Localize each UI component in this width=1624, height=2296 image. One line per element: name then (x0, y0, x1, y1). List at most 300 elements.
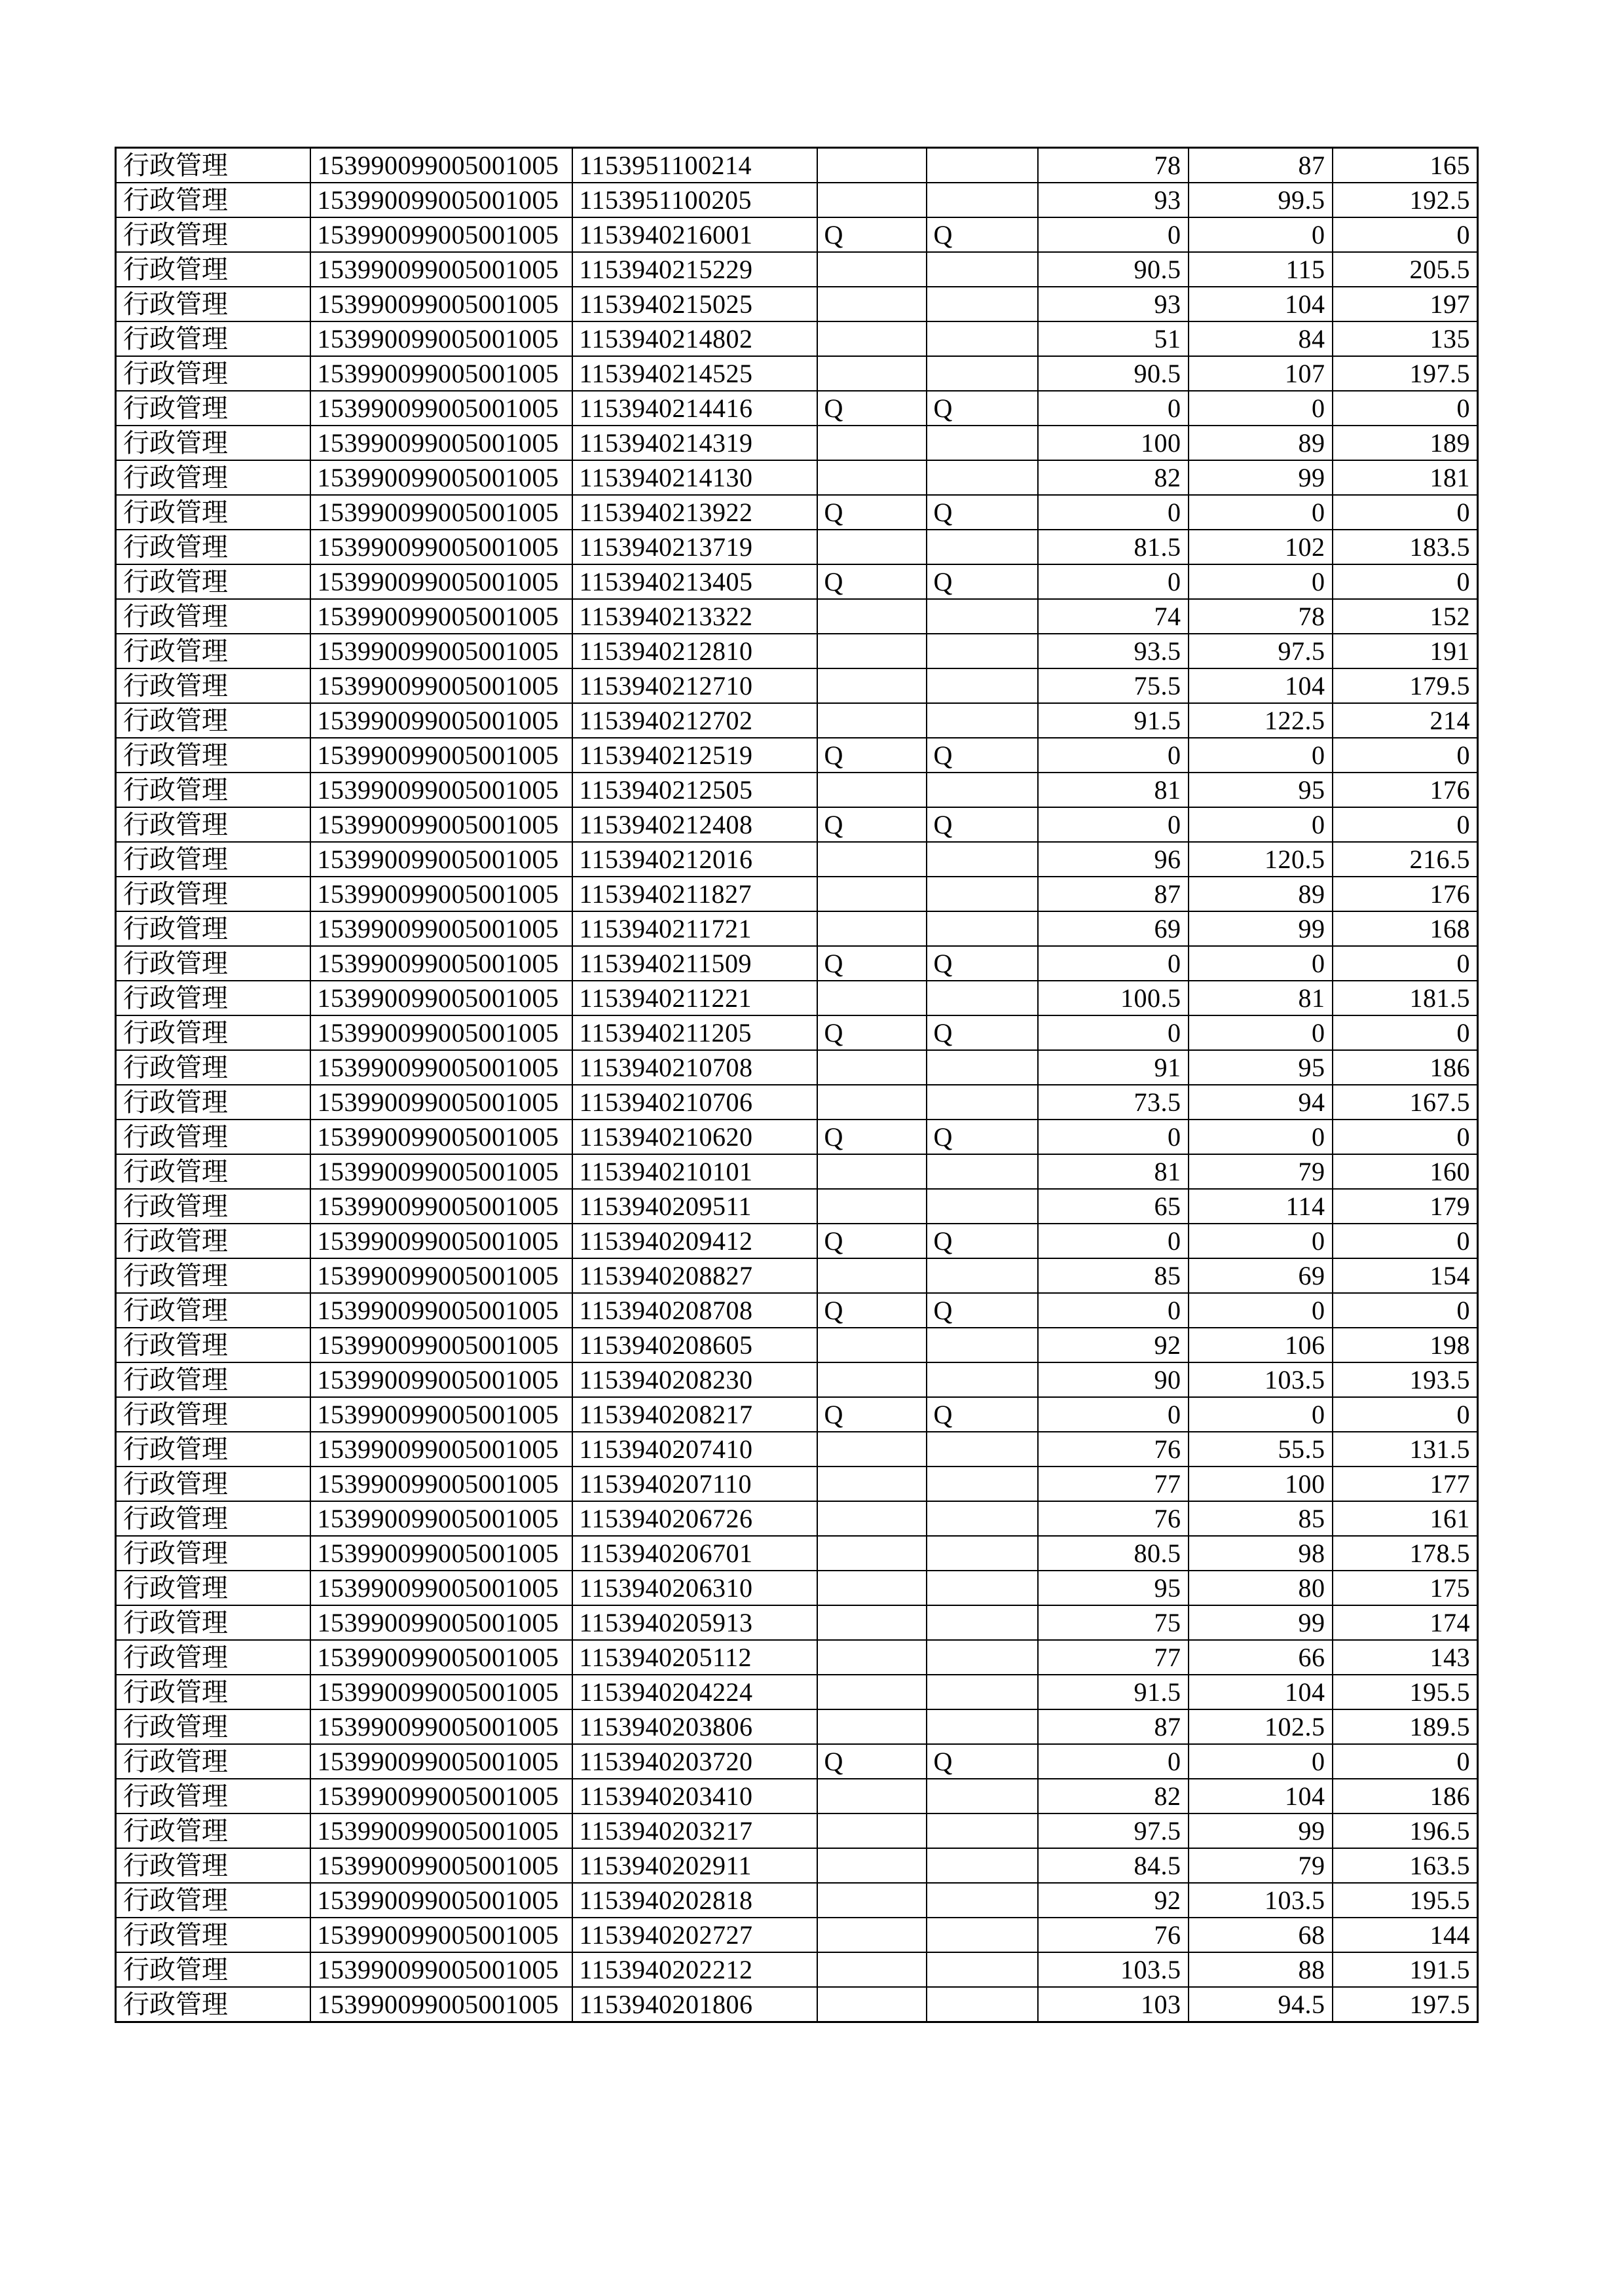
table-row (116, 1362, 1478, 1397)
cell-student-id: 1153940208217 (572, 1397, 817, 1432)
cell-student-id: 1153940214416 (572, 391, 817, 426)
cell-student-id: 1153940212016 (572, 842, 817, 877)
cell-student-id: 1153940203410 (572, 1779, 817, 1813)
cell-score-one: 74 (1038, 599, 1189, 634)
cell-flag-one (817, 148, 927, 183)
cell-total: 154 (1333, 1258, 1478, 1293)
cell-total: 179.5 (1333, 668, 1478, 703)
cell-class-code: 153990099005001005 (310, 1744, 572, 1779)
cell-class-code: 153990099005001005 (310, 703, 572, 738)
cell-score-two: 102.5 (1189, 1709, 1333, 1744)
table-row (116, 1015, 1478, 1050)
cell-score-one: 87 (1038, 877, 1189, 911)
cell-flag-one (817, 1987, 927, 2022)
cell-flag-two (927, 356, 1038, 391)
cell-flag-one: Q (817, 564, 927, 599)
cell-total: 163.5 (1333, 1848, 1478, 1883)
cell-flag-one (817, 1848, 927, 1883)
cell-class-code: 153990099005001005 (310, 1293, 572, 1328)
cell-score-one: 77 (1038, 1467, 1189, 1501)
cell-score-two: 0 (1189, 495, 1333, 530)
cell-major: 行政管理 (116, 148, 310, 183)
cell-flag-two (927, 1883, 1038, 1918)
cell-class-code: 153990099005001005 (310, 1571, 572, 1605)
cell-major: 行政管理 (116, 1501, 310, 1536)
cell-score-two: 0 (1189, 564, 1333, 599)
cell-score-one: 100 (1038, 426, 1189, 460)
cell-total: 160 (1333, 1154, 1478, 1189)
cell-score-one: 76 (1038, 1432, 1189, 1467)
table-row (116, 1571, 1478, 1605)
cell-total: 0 (1333, 495, 1478, 530)
table-row (116, 495, 1478, 530)
cell-flag-one (817, 1501, 927, 1536)
cell-score-two: 99 (1189, 1813, 1333, 1848)
cell-major: 行政管理 (116, 183, 310, 217)
cell-total: 144 (1333, 1918, 1478, 1952)
cell-flag-one (817, 1918, 927, 1952)
cell-major: 行政管理 (116, 1848, 310, 1883)
cell-score-one: 65 (1038, 1189, 1189, 1224)
cell-class-code: 153990099005001005 (310, 530, 572, 564)
cell-flag-two (927, 460, 1038, 495)
cell-student-id: 1153940210706 (572, 1085, 817, 1120)
table-row (116, 703, 1478, 738)
cell-class-code: 153990099005001005 (310, 1883, 572, 1918)
cell-score-two: 0 (1189, 807, 1333, 842)
cell-class-code: 153990099005001005 (310, 946, 572, 981)
cell-flag-one (817, 703, 927, 738)
cell-class-code: 153990099005001005 (310, 911, 572, 946)
table-row (116, 1120, 1478, 1154)
table-row (116, 1501, 1478, 1536)
cell-score-one: 76 (1038, 1918, 1189, 1952)
cell-major: 行政管理 (116, 634, 310, 668)
cell-score-one: 81.5 (1038, 530, 1189, 564)
cell-score-one: 97.5 (1038, 1813, 1189, 1848)
cell-class-code: 153990099005001005 (310, 1432, 572, 1467)
cell-major: 行政管理 (116, 252, 310, 287)
cell-total: 192.5 (1333, 183, 1478, 217)
cell-flag-two (927, 1467, 1038, 1501)
cell-class-code: 153990099005001005 (310, 495, 572, 530)
cell-flag-two (927, 1501, 1038, 1536)
table-row (116, 1536, 1478, 1571)
cell-class-code: 153990099005001005 (310, 564, 572, 599)
cell-flag-two (927, 1709, 1038, 1744)
table-row (116, 946, 1478, 981)
cell-total: 197 (1333, 287, 1478, 321)
cell-class-code: 153990099005001005 (310, 1154, 572, 1189)
cell-flag-two (927, 1050, 1038, 1085)
table-row (116, 217, 1478, 252)
cell-flag-two: Q (927, 946, 1038, 981)
cell-student-id: 1153940211721 (572, 911, 817, 946)
cell-class-code: 153990099005001005 (310, 807, 572, 842)
cell-student-id: 1153940212702 (572, 703, 817, 738)
table-row (116, 1640, 1478, 1675)
cell-major: 行政管理 (116, 877, 310, 911)
table-row (116, 564, 1478, 599)
cell-total: 198 (1333, 1328, 1478, 1362)
cell-class-code: 153990099005001005 (310, 1189, 572, 1224)
cell-total: 168 (1333, 911, 1478, 946)
cell-major: 行政管理 (116, 1952, 310, 1987)
table-row (116, 1883, 1478, 1918)
cell-major: 行政管理 (116, 564, 310, 599)
cell-score-one: 82 (1038, 1779, 1189, 1813)
cell-total: 167.5 (1333, 1085, 1478, 1120)
cell-score-two: 99.5 (1189, 183, 1333, 217)
cell-score-one: 91 (1038, 1050, 1189, 1085)
cell-major: 行政管理 (116, 1467, 310, 1501)
cell-major: 行政管理 (116, 1050, 310, 1085)
cell-major: 行政管理 (116, 530, 310, 564)
cell-score-one: 0 (1038, 1293, 1189, 1328)
cell-student-id: 1153940211509 (572, 946, 817, 981)
table-row (116, 1328, 1478, 1362)
cell-score-two: 87 (1189, 148, 1333, 183)
cell-score-one: 103 (1038, 1987, 1189, 2022)
cell-score-two: 103.5 (1189, 1362, 1333, 1397)
cell-score-two: 89 (1189, 877, 1333, 911)
cell-class-code: 153990099005001005 (310, 1015, 572, 1050)
cell-flag-two (927, 911, 1038, 946)
cell-total: 186 (1333, 1779, 1478, 1813)
cell-student-id: 1153940212505 (572, 773, 817, 807)
cell-flag-one (817, 1709, 927, 1744)
cell-total: 216.5 (1333, 842, 1478, 877)
cell-class-code: 153990099005001005 (310, 1120, 572, 1154)
grade-table-body (116, 148, 1478, 2022)
cell-score-one: 95 (1038, 1571, 1189, 1605)
cell-major: 行政管理 (116, 1605, 310, 1640)
cell-total: 205.5 (1333, 252, 1478, 287)
cell-total: 131.5 (1333, 1432, 1478, 1467)
cell-flag-one (817, 877, 927, 911)
cell-flag-one (817, 530, 927, 564)
cell-class-code: 153990099005001005 (310, 1050, 572, 1085)
cell-total: 181 (1333, 460, 1478, 495)
table-row (116, 321, 1478, 356)
cell-flag-two: Q (927, 1224, 1038, 1258)
cell-total: 195.5 (1333, 1675, 1478, 1709)
cell-flag-one (817, 1432, 927, 1467)
cell-total: 183.5 (1333, 530, 1478, 564)
cell-flag-two (927, 530, 1038, 564)
cell-flag-two (927, 1571, 1038, 1605)
cell-flag-two (927, 1328, 1038, 1362)
cell-student-id: 1153940212519 (572, 738, 817, 773)
cell-student-id: 1153940202911 (572, 1848, 817, 1883)
cell-score-one: 96 (1038, 842, 1189, 877)
table-row (116, 460, 1478, 495)
cell-score-one: 87 (1038, 1709, 1189, 1744)
cell-student-id: 1153940202818 (572, 1883, 817, 1918)
cell-flag-two (927, 1605, 1038, 1640)
cell-class-code: 153990099005001005 (310, 1640, 572, 1675)
cell-major: 行政管理 (116, 1328, 310, 1362)
cell-class-code: 153990099005001005 (310, 1675, 572, 1709)
cell-student-id: 1153951100205 (572, 183, 817, 217)
cell-flag-two (927, 1918, 1038, 1952)
cell-student-id: 1153940203806 (572, 1709, 817, 1744)
cell-flag-one (817, 1085, 927, 1120)
cell-flag-one (817, 1571, 927, 1605)
cell-major: 行政管理 (116, 1571, 310, 1605)
cell-major: 行政管理 (116, 1189, 310, 1224)
cell-score-one: 0 (1038, 1224, 1189, 1258)
cell-total: 214 (1333, 703, 1478, 738)
cell-class-code: 153990099005001005 (310, 599, 572, 634)
table-row (116, 1467, 1478, 1501)
cell-score-one: 0 (1038, 738, 1189, 773)
cell-major: 行政管理 (116, 460, 310, 495)
cell-score-two: 0 (1189, 738, 1333, 773)
table-row (116, 738, 1478, 773)
table-row (116, 1605, 1478, 1640)
cell-score-one: 0 (1038, 946, 1189, 981)
cell-score-two: 0 (1189, 1293, 1333, 1328)
cell-major: 行政管理 (116, 1293, 310, 1328)
cell-score-one: 0 (1038, 391, 1189, 426)
table-row (116, 1744, 1478, 1779)
cell-score-one: 76 (1038, 1501, 1189, 1536)
table-row (116, 148, 1478, 183)
cell-flag-two (927, 1362, 1038, 1397)
cell-score-two: 79 (1189, 1848, 1333, 1883)
cell-student-id: 1153940213719 (572, 530, 817, 564)
cell-score-one: 73.5 (1038, 1085, 1189, 1120)
cell-class-code: 153990099005001005 (310, 1779, 572, 1813)
cell-score-two: 0 (1189, 1120, 1333, 1154)
cell-total: 181.5 (1333, 981, 1478, 1015)
table-row (116, 1952, 1478, 1987)
cell-score-one: 91.5 (1038, 703, 1189, 738)
cell-student-id: 1153940208827 (572, 1258, 817, 1293)
table-row (116, 1432, 1478, 1467)
cell-score-two: 104 (1189, 287, 1333, 321)
cell-flag-one: Q (817, 495, 927, 530)
cell-major: 行政管理 (116, 356, 310, 391)
cell-class-code: 153990099005001005 (310, 1813, 572, 1848)
cell-flag-two (927, 773, 1038, 807)
cell-flag-two (927, 183, 1038, 217)
cell-score-one: 93 (1038, 183, 1189, 217)
cell-score-two: 99 (1189, 460, 1333, 495)
cell-score-one: 85 (1038, 1258, 1189, 1293)
cell-major: 行政管理 (116, 1154, 310, 1189)
cell-flag-two: Q (927, 391, 1038, 426)
cell-student-id: 1153940212810 (572, 634, 817, 668)
cell-flag-one (817, 426, 927, 460)
cell-score-one: 0 (1038, 495, 1189, 530)
cell-student-id: 1153940204224 (572, 1675, 817, 1709)
cell-major: 行政管理 (116, 1536, 310, 1571)
table-row (116, 1848, 1478, 1883)
cell-flag-one (817, 1813, 927, 1848)
cell-student-id: 1153940208230 (572, 1362, 817, 1397)
cell-flag-two (927, 877, 1038, 911)
cell-flag-one (817, 1258, 927, 1293)
cell-class-code: 153990099005001005 (310, 981, 572, 1015)
cell-score-one: 0 (1038, 1744, 1189, 1779)
cell-flag-one: Q (817, 217, 927, 252)
cell-class-code: 153990099005001005 (310, 1362, 572, 1397)
cell-flag-two (927, 1258, 1038, 1293)
cell-student-id: 1153940202727 (572, 1918, 817, 1952)
cell-flag-one (817, 1536, 927, 1571)
cell-score-two: 99 (1189, 1605, 1333, 1640)
cell-flag-one (817, 1362, 927, 1397)
cell-score-two: 107 (1189, 356, 1333, 391)
cell-score-one: 100.5 (1038, 981, 1189, 1015)
cell-flag-one: Q (817, 1744, 927, 1779)
cell-score-one: 81 (1038, 773, 1189, 807)
cell-major: 行政管理 (116, 1397, 310, 1432)
cell-class-code: 153990099005001005 (310, 1328, 572, 1362)
cell-flag-two (927, 842, 1038, 877)
cell-student-id: 1153951100214 (572, 148, 817, 183)
cell-total: 176 (1333, 773, 1478, 807)
cell-student-id: 1153940212408 (572, 807, 817, 842)
table-row (116, 1397, 1478, 1432)
cell-class-code: 153990099005001005 (310, 148, 572, 183)
table-row (116, 807, 1478, 842)
grade-table-container (115, 147, 1477, 2023)
cell-class-code: 153990099005001005 (310, 321, 572, 356)
table-row (116, 1258, 1478, 1293)
cell-score-one: 0 (1038, 1120, 1189, 1154)
cell-score-two: 78 (1189, 599, 1333, 634)
cell-flag-two (927, 321, 1038, 356)
cell-class-code: 153990099005001005 (310, 356, 572, 391)
cell-flag-two (927, 1432, 1038, 1467)
cell-total: 195.5 (1333, 1883, 1478, 1918)
cell-class-code: 153990099005001005 (310, 1085, 572, 1120)
cell-class-code: 153990099005001005 (310, 1224, 572, 1258)
cell-total: 189 (1333, 426, 1478, 460)
table-row (116, 1779, 1478, 1813)
table-row (116, 356, 1478, 391)
cell-student-id: 1153940209511 (572, 1189, 817, 1224)
cell-flag-two: Q (927, 738, 1038, 773)
cell-student-id: 1153940201806 (572, 1987, 817, 2022)
cell-flag-one: Q (817, 1015, 927, 1050)
cell-flag-one: Q (817, 807, 927, 842)
cell-flag-one (817, 1883, 927, 1918)
cell-major: 行政管理 (116, 1224, 310, 1258)
cell-score-two: 120.5 (1189, 842, 1333, 877)
cell-major: 行政管理 (116, 1432, 310, 1467)
cell-flag-one (817, 1675, 927, 1709)
cell-student-id: 1153940208708 (572, 1293, 817, 1328)
cell-flag-one (817, 321, 927, 356)
cell-score-two: 68 (1189, 1918, 1333, 1952)
cell-flag-one (817, 287, 927, 321)
cell-flag-two (927, 1779, 1038, 1813)
cell-student-id: 1153940207410 (572, 1432, 817, 1467)
cell-major: 行政管理 (116, 1744, 310, 1779)
cell-major: 行政管理 (116, 1258, 310, 1293)
cell-score-two: 99 (1189, 911, 1333, 946)
table-row (116, 911, 1478, 946)
cell-flag-two: Q (927, 1397, 1038, 1432)
table-row (116, 634, 1478, 668)
cell-score-one: 93.5 (1038, 634, 1189, 668)
cell-score-two: 100 (1189, 1467, 1333, 1501)
cell-score-two: 84 (1189, 321, 1333, 356)
cell-class-code: 153990099005001005 (310, 1918, 572, 1952)
cell-flag-two: Q (927, 1120, 1038, 1154)
cell-student-id: 1153940214319 (572, 426, 817, 460)
cell-student-id: 1153940206701 (572, 1536, 817, 1571)
cell-score-one: 78 (1038, 148, 1189, 183)
cell-major: 行政管理 (116, 1813, 310, 1848)
cell-total: 191 (1333, 634, 1478, 668)
cell-score-two: 94 (1189, 1085, 1333, 1120)
cell-score-one: 93 (1038, 287, 1189, 321)
cell-total: 165 (1333, 148, 1478, 183)
cell-score-one: 0 (1038, 1397, 1189, 1432)
cell-score-two: 95 (1189, 773, 1333, 807)
cell-student-id: 1153940205913 (572, 1605, 817, 1640)
cell-score-two: 104 (1189, 1675, 1333, 1709)
cell-student-id: 1153940206726 (572, 1501, 817, 1536)
cell-major: 行政管理 (116, 321, 310, 356)
cell-major: 行政管理 (116, 1709, 310, 1744)
cell-total: 143 (1333, 1640, 1478, 1675)
cell-class-code: 153990099005001005 (310, 1467, 572, 1501)
cell-class-code: 153990099005001005 (310, 1848, 572, 1883)
grade-table (115, 147, 1479, 2023)
cell-flag-two: Q (927, 495, 1038, 530)
cell-score-two: 0 (1189, 217, 1333, 252)
cell-score-two: 103.5 (1189, 1883, 1333, 1918)
cell-score-two: 106 (1189, 1328, 1333, 1362)
cell-total: 0 (1333, 738, 1478, 773)
cell-major: 行政管理 (116, 807, 310, 842)
cell-major: 行政管理 (116, 1120, 310, 1154)
cell-major: 行政管理 (116, 668, 310, 703)
cell-total: 0 (1333, 1293, 1478, 1328)
cell-score-two: 0 (1189, 1224, 1333, 1258)
cell-score-two: 97.5 (1189, 634, 1333, 668)
cell-score-two: 69 (1189, 1258, 1333, 1293)
cell-score-one: 0 (1038, 564, 1189, 599)
cell-flag-one (817, 981, 927, 1015)
cell-major: 行政管理 (116, 599, 310, 634)
cell-flag-two (927, 668, 1038, 703)
cell-total: 0 (1333, 1120, 1478, 1154)
cell-score-one: 84.5 (1038, 1848, 1189, 1883)
table-row (116, 252, 1478, 287)
cell-total: 0 (1333, 1744, 1478, 1779)
cell-student-id: 1153940213922 (572, 495, 817, 530)
cell-major: 行政管理 (116, 287, 310, 321)
cell-flag-one: Q (817, 1120, 927, 1154)
cell-major: 行政管理 (116, 1918, 310, 1952)
cell-score-one: 75.5 (1038, 668, 1189, 703)
cell-student-id: 1153940206310 (572, 1571, 817, 1605)
cell-flag-one: Q (817, 1224, 927, 1258)
table-row (116, 1293, 1478, 1328)
cell-flag-two (927, 981, 1038, 1015)
cell-student-id: 1153940211827 (572, 877, 817, 911)
cell-flag-one (817, 1328, 927, 1362)
table-row (116, 1813, 1478, 1848)
cell-score-one: 90.5 (1038, 252, 1189, 287)
